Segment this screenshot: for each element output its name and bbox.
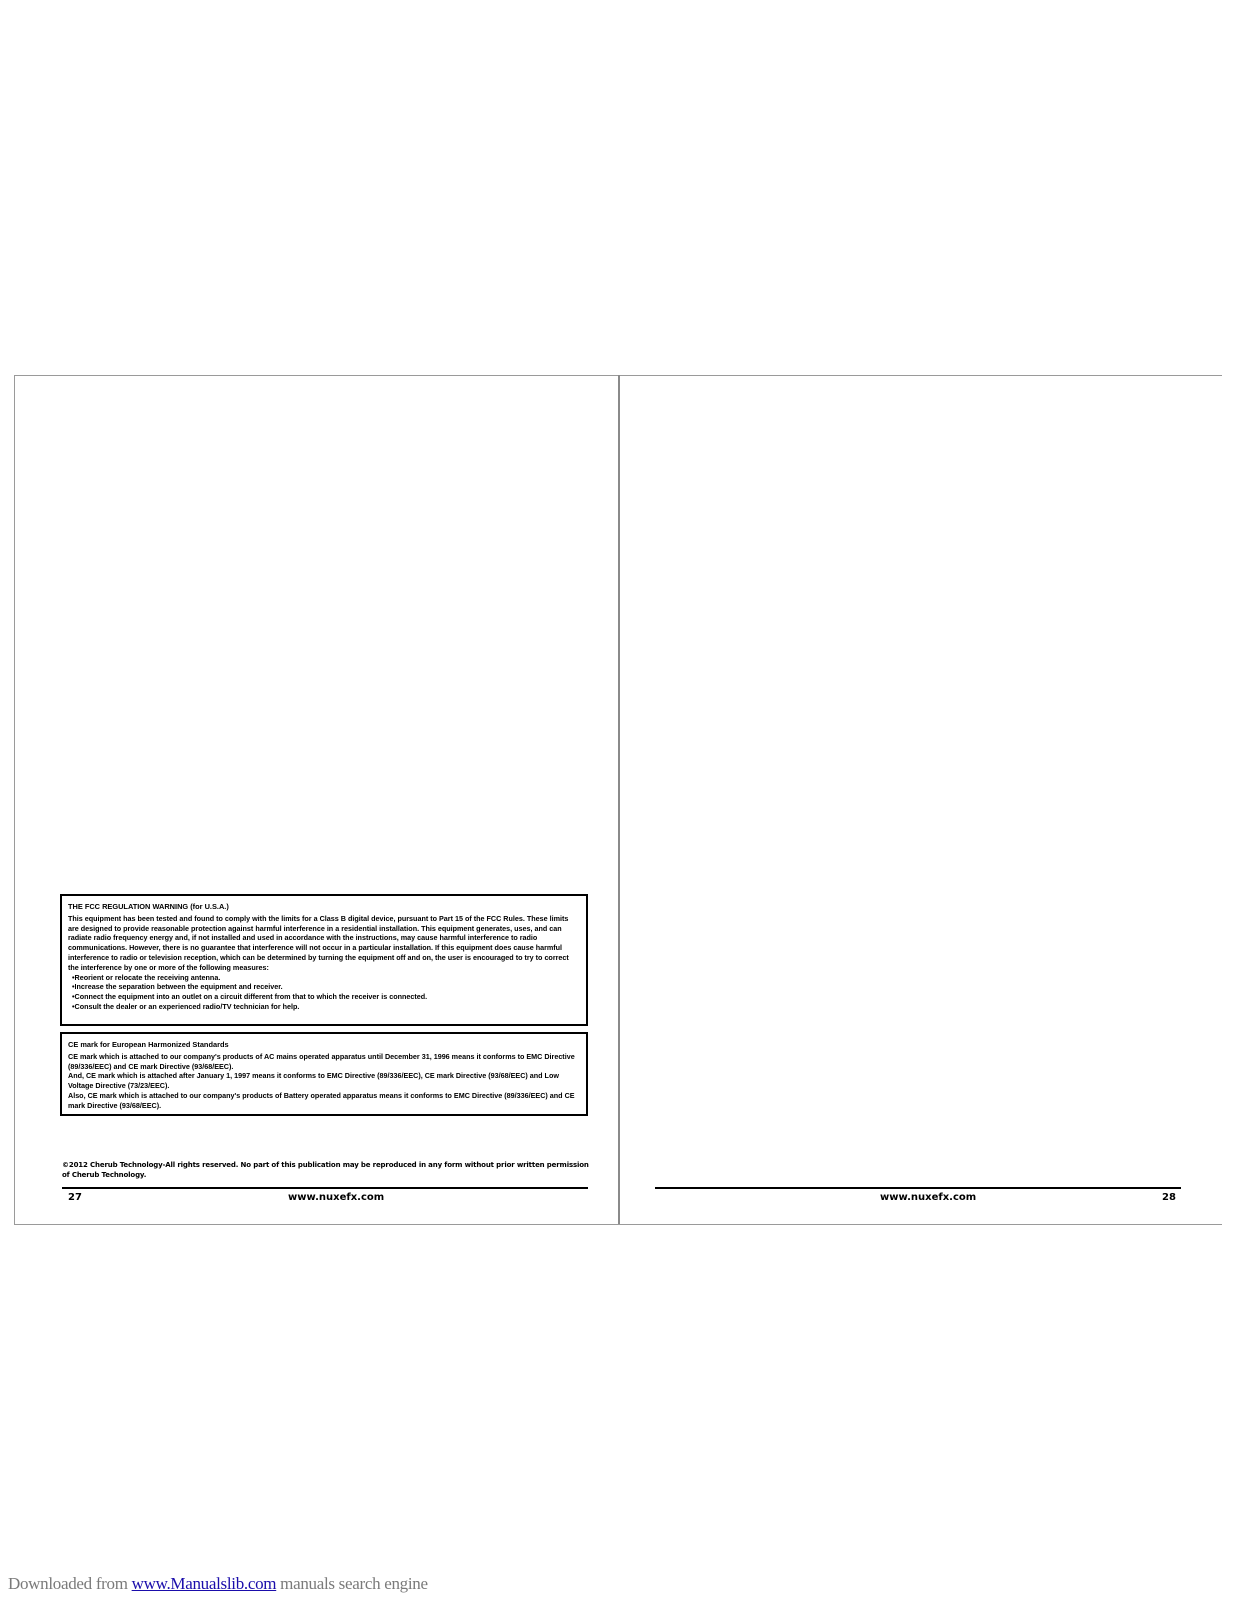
- ce-mark-paragraph: And, CE mark which is attached after January 1, 1997 means it conforms to EMC Directive (89/336/EEC), CE mark Directive (93/68/EEC) and Low Voltage Directive (73/23/EEC).: [68, 1071, 559, 1091]
- footer-url-right: www.nuxefx.com: [880, 1192, 977, 1203]
- fcc-measure-item: • Increase the separation between the equipment and receiver.: [72, 982, 581, 992]
- footer-url-left: www.nuxefx.com: [288, 1192, 385, 1203]
- page-number-left: 27: [68, 1192, 82, 1203]
- footer-rule-right: [655, 1187, 1181, 1189]
- copyright-notice: ©2012 Cherub Technology-All rights reserved. No part of this publication may be reproduced in any form without prior written permission of Cherub Technology.: [62, 1161, 589, 1179]
- fcc-measure-item: • Reorient or relocate the receiving antenna.: [72, 973, 581, 983]
- ce-mark-paragraph: CE mark which is attached to our company's products of AC mains operated apparatus until December 31, 1996 means it conforms to EMC Directive (89/336/EEC) and CE mark Directive (93/68/EEC).: [68, 1051, 575, 1071]
- fcc-warning-title: THE FCC REGULATION WARNING (for U.S.A.): [68, 902, 229, 911]
- page-fold-divider: [618, 375, 620, 1224]
- footer-rule-left: [62, 1187, 588, 1189]
- fcc-measure-item: • Connect the equipment into an outlet on a circuit different from that to which the receiver is connected.: [72, 992, 581, 1002]
- ce-mark-title: CE mark for European Harmonized Standards: [68, 1040, 229, 1049]
- page-number-right: 28: [1162, 1192, 1176, 1203]
- download-watermark: [8, 1574, 428, 1594]
- fcc-warning-body: This equipment has been tested and found to comply with the limits for a Class B digital device, pursuant to Part 15 of the FCC Rules. These limits are designed to provide reasonable protection against harmful interference in a residential installation. This equipment generates, uses, and can radiate radio frequency energy and, if not installed and used in accordance with the instructions, may cause harmful interference to radio communications. However, there is no guarantee that interference will not occur in a particular installation. If this equipment does cause harmful interference to radio or television reception, which can be determined by turning the equipment off and on, the user is encouraged to try to correct the interference by one or more of the following measures:: [68, 913, 569, 972]
- ce-mark-paragraph: Also, CE mark which is attached to our company's products of Battery operated apparatus means it conforms to EMC Directive (89/336/EEC) and CE mark Directive (93/68/EEC).: [68, 1090, 575, 1110]
- page-left-edge: [14, 375, 15, 1224]
- fcc-measures-list: [68, 973, 581, 1012]
- watermark-suffix: manuals search engine: [276, 1574, 428, 1593]
- fcc-measure-item: • Consult the dealer or an experienced radio/TV technician for help.: [72, 1002, 581, 1012]
- watermark-prefix: Downloaded from: [8, 1574, 132, 1593]
- fcc-warning-box: [60, 894, 588, 1026]
- manualslib-link[interactable]: www.Manualslib.com: [131, 1574, 277, 1593]
- ce-mark-box: [60, 1032, 588, 1116]
